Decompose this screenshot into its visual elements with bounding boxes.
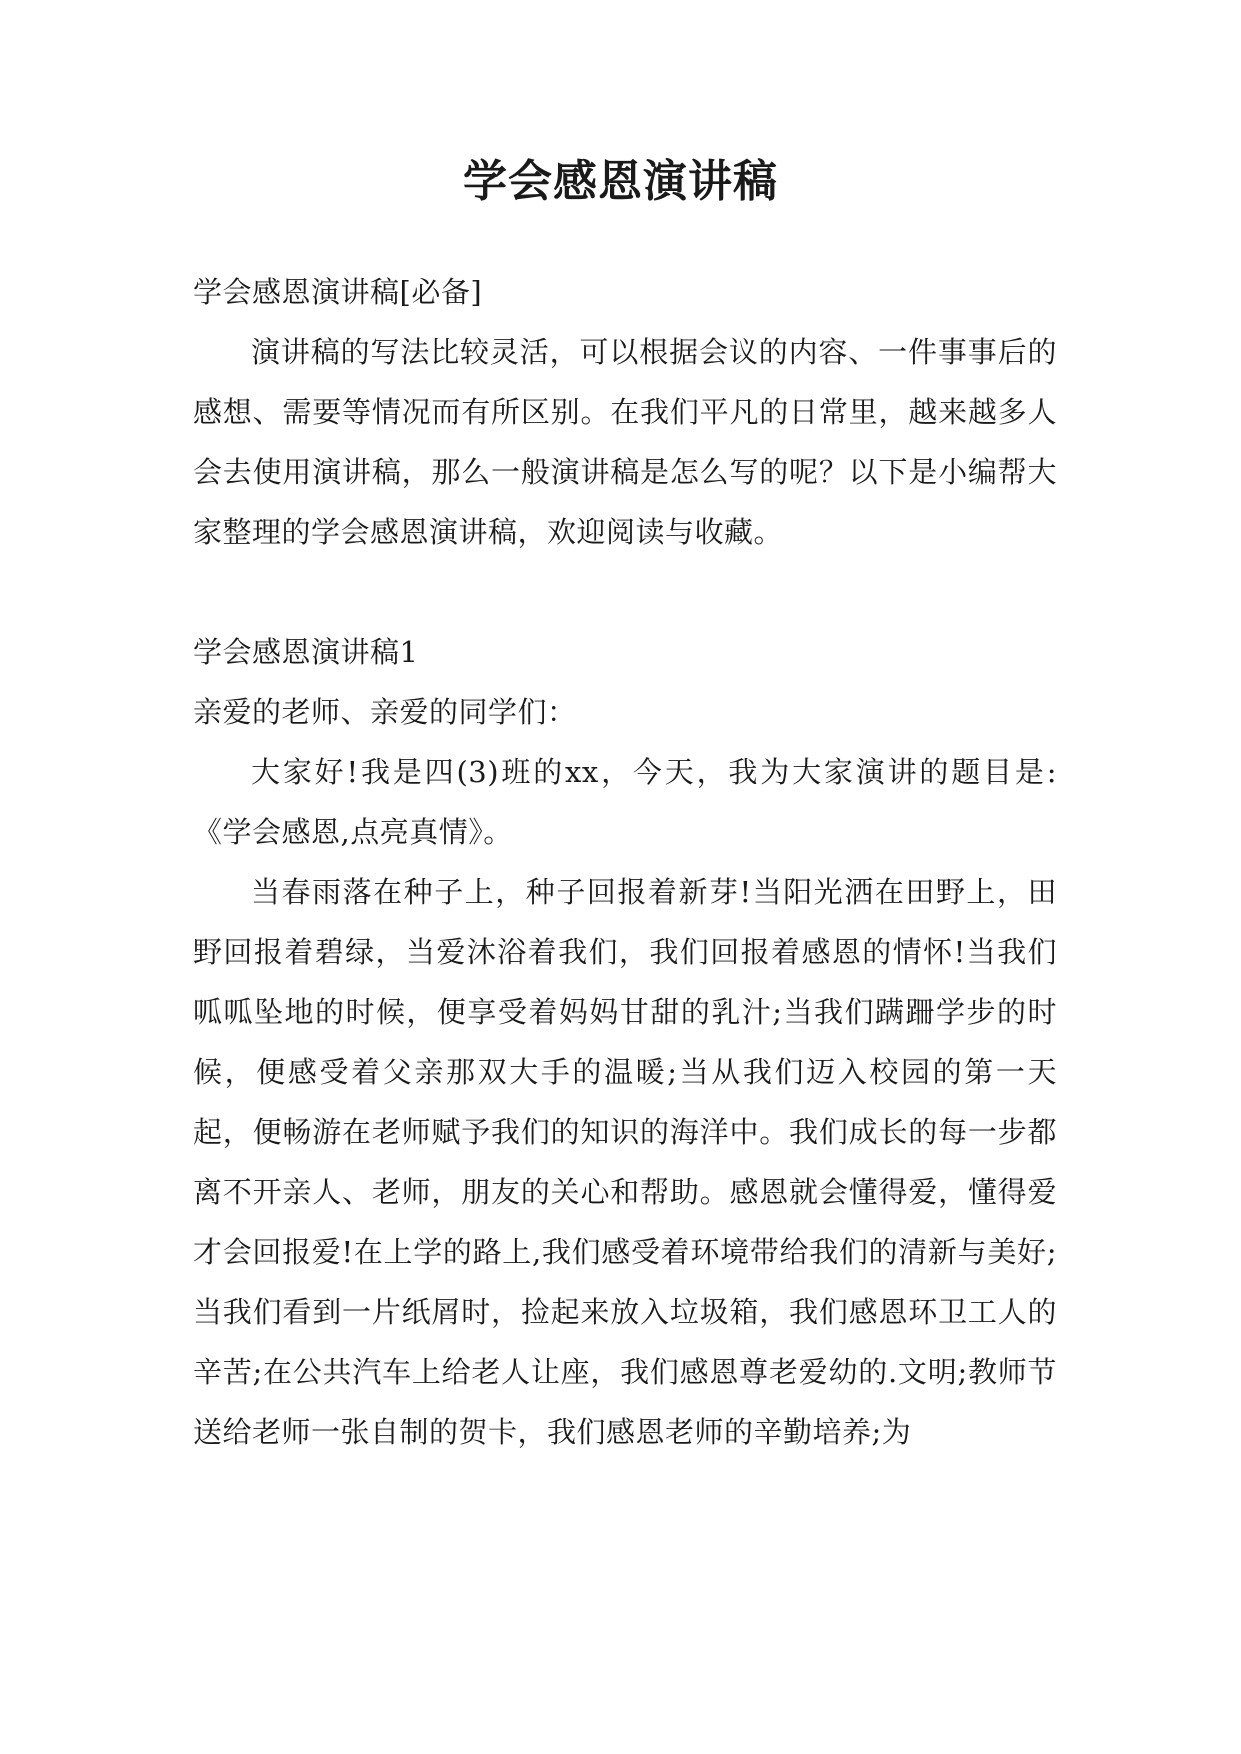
salutation: 亲爱的老师、亲爱的同学们： bbox=[193, 695, 577, 729]
intro-paragraph: 演讲稿的写法比较灵活，可以根据会议的内容、一件事事后的感想、需要等情况而有所区别。在我们平凡的日常里，越来越多人会去使用演讲稿，那么一般演讲稿是怎么写的呢？以下是小编帮大家整理的学会感恩演讲稿，欢迎阅读与收藏。 bbox=[193, 335, 1057, 549]
intro-heading: 学会感恩演讲稿[必备] bbox=[193, 275, 483, 309]
document-body bbox=[193, 262, 1057, 1462]
section-heading: 学会感恩演讲稿1 bbox=[193, 635, 419, 669]
paragraph-2: 当春雨落在种子上，种子回报着新芽!当阳光洒在田野上，田野回报着碧绿，当爱沐浴着我们，我们回报着感恩的情怀!当我们呱呱坠地的时候，便享受着妈妈甘甜的乳汁;当我们蹒跚学步的时候，便感受着父亲那双大手的温暖;当从我们迈入校园的第一天起，便畅游在老师赋予我们的知识的海洋中。我们成长的每一步都离不开亲人、老师，朋友的关心和帮助。感恩就会懂得爱，懂得爱才会回报爱!在上学的路上,我们感受着环境带给我们的清新与美好;当我们看到一片纸屑时，捡起来放入垃圾箱，我们感恩环卫工人的辛苦;在公共汽车上给老人让座，我们感恩尊老爱幼的.文明;教师节送给老师一张自制的贺卡，我们感恩老师的辛勤培养;为 bbox=[193, 875, 1057, 1449]
paragraph-1: 大家好!我是四(3)班的xx，今天，我为大家演讲的题目是:《学会感恩,点亮真情》。 bbox=[193, 755, 1057, 849]
document-title: 学会感恩演讲稿 bbox=[463, 156, 778, 207]
